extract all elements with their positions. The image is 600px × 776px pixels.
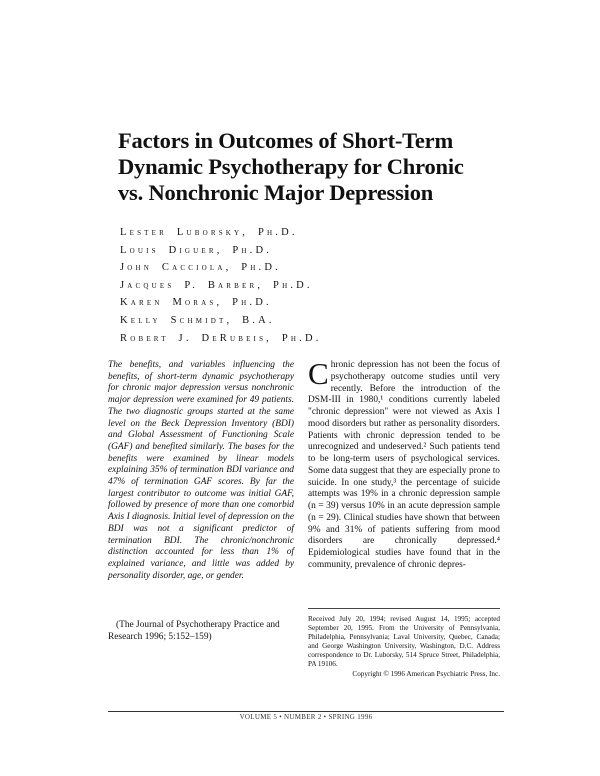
title-line: Dynamic Psychotherapy for Chronic [118,154,464,179]
running-footer: VOLUME 5 • NUMBER 2 • SPRING 1996 [239,713,373,721]
author: Kelly Schmidt, B.A. [120,314,275,326]
article-title [118,128,558,206]
author: Lester Luborsky, Ph.D. [120,227,298,238]
title-line: Factors in Outcomes of Short-Term [118,128,454,153]
author: Karen Moras, Ph.D. [120,297,272,309]
title-line: vs. Nonchronic Major Depression [118,180,434,205]
author: Robert J. DeRubeis, Ph.D. [120,332,322,344]
drop-cap: C [308,356,329,391]
copyright: Copyright © 1996 American Psychiatric Press, Inc. [352,670,500,678]
author: John Cacciola, Ph.D. [120,262,281,274]
abstract: The benefits, and variables influencing the benefits, of short-term dynamic psychotherapy for chronic major depression versus nonchronic major depression were examined for 49 patients. The two diagnostic groups started at the same level on the Beck Depression Inventory (BDI) and Global Assessment of Functioning Scale (GAF) and benefited similarly. The bases for the benefits were examined by linear models explaining 35% of termination BDI variance and 47% of termination GAF scores. By far the largest contributor to outcome was initial GAF, followed by presence of more than one comorbid Axis I diagnosis. Initial level of depression on the BDI was not a significant predictor of termination BDI. The chronic/nonchronic distinction accounted for less than 1% of explained variance, and little was added by personality disorder, age, or gender. [108,360,294,581]
body-text [308,356,500,572]
author: Jacques P. Barber, Ph.D. [120,279,313,291]
journal-citation: (The Journal of Psychotherapy Practice and Research 1996; 5:152–159) [108,620,280,642]
author-list [120,224,560,347]
author: Louis Diguer, Ph.D. [120,244,273,256]
footer-divider [108,711,504,712]
received-note: Received July 20, 1994; revised August 14, 1995; accepted September 20, 1995. From the University of Pennsylvania, Philadelphia, Pennsylvania; Laval University, Quebec, Canada; and George Washington University, Washington, D.C. Address correspondence to Dr. Luborsky, 514 Spruce Street, Philadelphia, PA 19106. [308,615,500,668]
body-paragraph: hronic depression has not been the focus of psychotherapy outcome studies until very recently. Before the introduction of the DSM-III in 1980,¹ conditions currently labeled "chronic depression" were not viewed as Axis I mood disorders but rather as personality disorders. Patients with chronic depression tended to be unrecognized and undeserved.² Such patients tend to be long-term users of psychological services. Some data suggest that they are especially prone to suicide. In one study,³ the percentage of suicide attempts was 19% in a chronic depression sample (n = 39) versus 10% in an acute depression sample (n = 29). Clinical studies have shown that between 9% and 31% of patients suffering from mood disorders are chronically depressed.⁴ Epidemiological studies have found that in the community, prevalence of chronic depres- [308,360,500,570]
footnote [308,608,500,679]
